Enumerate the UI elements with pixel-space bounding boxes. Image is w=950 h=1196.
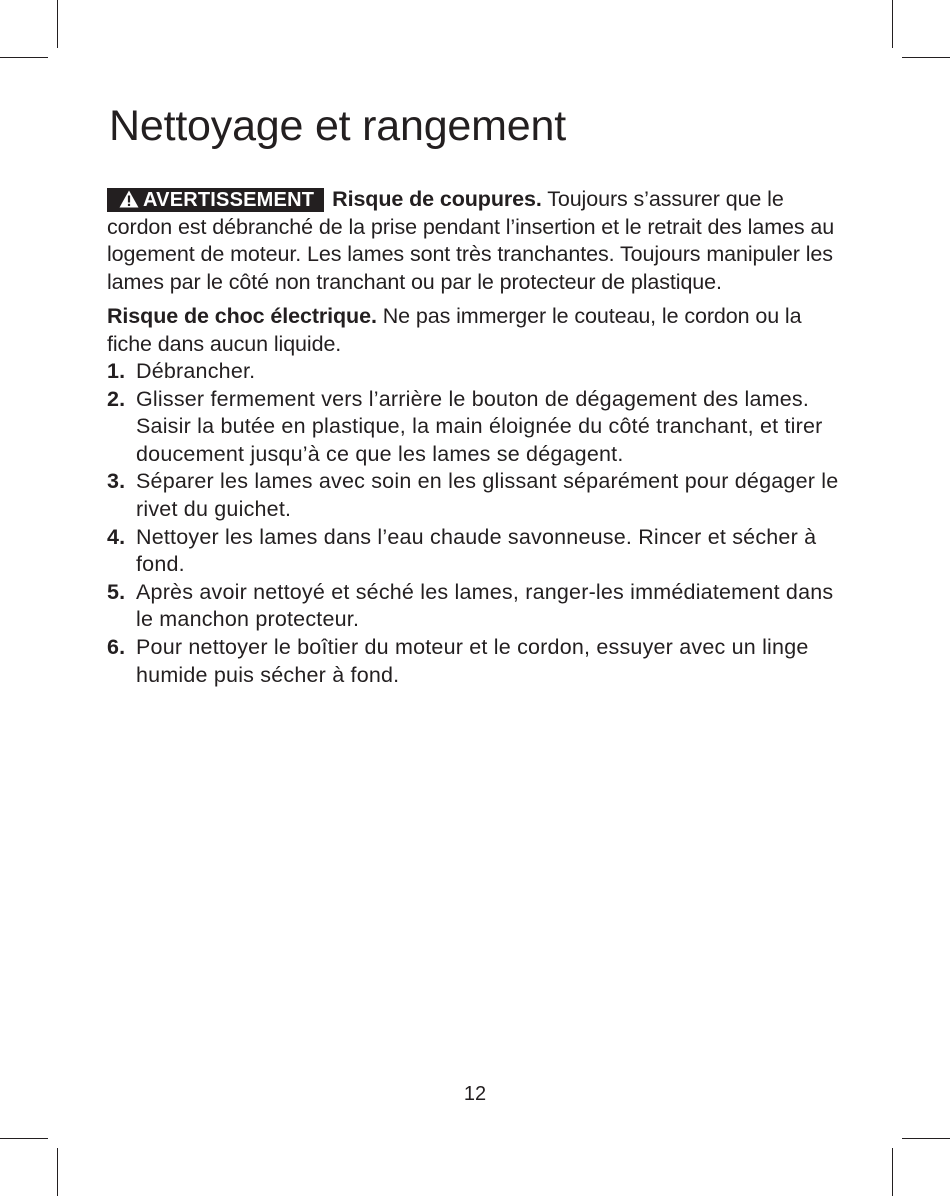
warning-badge-label: AVERTISSEMENT	[143, 189, 315, 211]
list-item	[107, 579, 842, 634]
content	[107, 186, 842, 689]
cut-risk-title: Risque de coupures.	[332, 187, 542, 211]
step-number: 6.	[107, 634, 126, 659]
steps-list	[107, 358, 842, 689]
shock-risk-text: Ne pas immerger le couteau, le cordon ou la fiche dans aucun liquide.	[107, 304, 802, 356]
step-number: 1.	[107, 359, 126, 383]
shock-paragraph	[107, 303, 842, 358]
step-text: Après avoir nettoyé et séché les lames, ranger-les immédiatement dans le manchon protecteur.	[136, 579, 834, 632]
crop-mark	[902, 57, 950, 58]
step-number: 2.	[107, 386, 126, 411]
crop-mark	[892, 1148, 893, 1196]
step-number: 5.	[107, 579, 126, 604]
crop-mark	[57, 0, 58, 48]
warning-paragraph	[107, 186, 842, 296]
list-item	[107, 634, 842, 689]
cut-risk-text: Toujours s’assurer que le cordon est débranché de la prise pendant l’insertion et le retrait des lames au logement de moteur. Les lames sont très tranchantes. Toujours manipuler les lames par le côté non tranchant ou par le protecteur de plastique.	[107, 187, 835, 294]
crop-mark	[0, 57, 48, 58]
page-title: Nettoyage et rangement	[109, 102, 566, 150]
warning-badge	[107, 188, 324, 212]
step-number: 4.	[107, 524, 126, 549]
shock-risk-title: Risque de choc électrique.	[107, 304, 377, 328]
crop-mark	[0, 1138, 48, 1139]
warning-triangle-icon	[119, 190, 139, 208]
step-text: Glisser fermement vers l’arrière le bouton de dégagement des lames. Saisir la butée en plastique, la main éloignée du côté tranchant, et tirer doucement jusqu’à ce que les lames se dégagent.	[136, 386, 823, 466]
crop-mark	[902, 1138, 950, 1139]
page-number: 12	[463, 1083, 487, 1105]
crop-mark	[892, 0, 893, 48]
step-text: Pour nettoyer le boîtier du moteur et le cordon, essuyer avec un linge humide puis sécher à fond.	[136, 634, 809, 687]
step-text: Séparer les lames avec soin en les glissant séparément pour dégager le rivet du guichet.	[136, 469, 839, 521]
step-number: 3.	[107, 469, 126, 494]
list-item	[107, 386, 842, 469]
list-item	[107, 358, 842, 386]
crop-mark	[57, 1148, 58, 1196]
step-text: Débrancher.	[136, 359, 256, 383]
list-item	[107, 468, 842, 523]
list-item	[107, 524, 842, 579]
step-text: Nettoyer les lames dans l’eau chaude savonneuse. Rincer et sécher à fond.	[136, 524, 817, 577]
